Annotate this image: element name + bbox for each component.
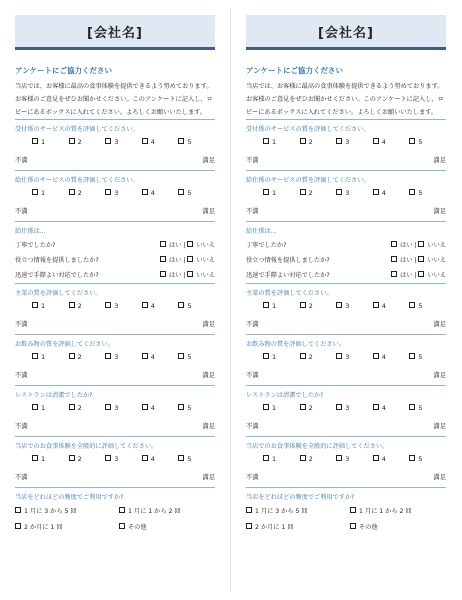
checkbox-icon[interactable] xyxy=(105,302,111,308)
checkbox-icon[interactable] xyxy=(178,189,184,195)
rating-option-4[interactable]: 4 xyxy=(142,453,179,466)
frequency-row xyxy=(15,504,215,520)
checkbox-icon[interactable] xyxy=(391,271,397,277)
checkbox-icon[interactable] xyxy=(336,302,342,308)
checkbox-icon[interactable] xyxy=(246,523,252,529)
question-main-dish xyxy=(246,283,446,334)
frequency-option[interactable]: 1 月に 1 から 2 回 xyxy=(350,504,412,520)
checkbox-icon[interactable] xyxy=(300,353,306,359)
rating-option-3[interactable]: 3 xyxy=(336,351,373,364)
checkbox-icon[interactable] xyxy=(300,302,306,308)
checkbox-icon[interactable] xyxy=(300,138,306,144)
checkbox-icon[interactable] xyxy=(373,353,379,359)
scale-high-label: 満足 xyxy=(202,372,215,379)
question-cleanliness xyxy=(15,385,215,436)
checkbox-icon[interactable] xyxy=(418,271,424,277)
rating-option-3[interactable]: 3 xyxy=(336,402,373,415)
question-frequency xyxy=(246,487,446,536)
rating-option-5[interactable]: 5 xyxy=(409,402,446,415)
rating-option-3[interactable]: 3 xyxy=(336,187,373,200)
scale-high-label: 満足 xyxy=(202,157,215,164)
yes-label: はい xyxy=(400,272,413,279)
checkbox-icon[interactable] xyxy=(105,404,111,410)
question-text: 当店でのお食事体験を全般的に評価してください。 xyxy=(246,443,389,450)
question-text: 給仕係のサービスの質を評価してください。 xyxy=(246,177,370,184)
rating-option-4[interactable]: 4 xyxy=(373,402,410,415)
frequency-option[interactable]: その他 xyxy=(119,520,147,536)
checkbox-icon[interactable] xyxy=(142,189,148,195)
checkbox-icon[interactable] xyxy=(263,302,269,308)
rating-option-2[interactable]: 2 xyxy=(69,136,106,149)
yes-label: はい xyxy=(169,272,182,279)
checkbox-icon[interactable] xyxy=(69,455,75,461)
scale-labels xyxy=(15,203,215,221)
scale-labels xyxy=(246,203,446,221)
frequency-row xyxy=(246,520,446,536)
checkbox-icon[interactable] xyxy=(142,455,148,461)
checkbox-icon[interactable] xyxy=(32,302,38,308)
checkbox-icon[interactable] xyxy=(409,302,415,308)
intro-title: アンケートにご協力ください xyxy=(15,66,113,75)
scale-high-label: 満足 xyxy=(433,372,446,379)
rating-option-2[interactable]: 2 xyxy=(69,402,106,415)
checkbox-icon[interactable] xyxy=(69,353,75,359)
scale-low-label: 不満 xyxy=(246,372,259,379)
intro-title: アンケートにご協力ください xyxy=(246,66,344,75)
question-waiter xyxy=(15,221,215,283)
checkbox-icon[interactable] xyxy=(105,353,111,359)
column-divider xyxy=(230,8,231,592)
frequency-option[interactable]: 1 月に 1 から 2 回 xyxy=(119,504,181,520)
rating-option-2[interactable]: 2 xyxy=(300,136,337,149)
checkbox-icon[interactable] xyxy=(263,404,269,410)
question-text: レストランは清潔でしたか? xyxy=(15,392,93,399)
question-text: 受付係のサービスの質を評価してください。 xyxy=(246,126,370,133)
rating-row xyxy=(15,136,215,149)
checkbox-icon[interactable] xyxy=(142,404,148,410)
scale-labels xyxy=(15,469,215,487)
waiter-item-label: 丁寧でしたか? xyxy=(246,242,287,249)
rating-option-2[interactable]: 2 xyxy=(300,402,337,415)
checkbox-icon[interactable] xyxy=(32,138,38,144)
rating-option-2[interactable]: 2 xyxy=(300,351,337,364)
checkbox-icon[interactable] xyxy=(105,455,111,461)
scale-low-label: 不満 xyxy=(15,423,28,430)
checkbox-icon[interactable] xyxy=(409,189,415,195)
scale-low-label: 不満 xyxy=(15,157,28,164)
survey-card-right xyxy=(246,15,446,536)
rating-option-3[interactable]: 3 xyxy=(336,136,373,149)
frequency-option[interactable]: その他 xyxy=(350,520,378,536)
checkbox-icon[interactable] xyxy=(178,138,184,144)
yes-label: はい xyxy=(169,257,182,264)
scale-labels xyxy=(246,367,446,385)
checkbox-icon[interactable] xyxy=(263,189,269,195)
rating-option-5[interactable]: 5 xyxy=(178,351,215,364)
checkbox-icon[interactable] xyxy=(373,455,379,461)
rating-option-5[interactable]: 5 xyxy=(409,351,446,364)
rating-option-1[interactable]: 1 xyxy=(263,453,300,466)
rating-row xyxy=(15,453,215,466)
yes-no-options: はい | いいえ xyxy=(160,238,215,253)
checkbox-icon[interactable] xyxy=(142,353,148,359)
frequency-option[interactable]: 1 月に 3 から 5 回 xyxy=(246,504,350,520)
checkbox-icon[interactable] xyxy=(119,523,125,529)
waiter-item-helpful xyxy=(15,253,215,268)
question-text: お飲み物の質を評価してください。 xyxy=(15,341,114,348)
rating-option-3[interactable]: 3 xyxy=(105,136,142,149)
checkbox-icon[interactable] xyxy=(263,138,269,144)
yes-no-options: はい | いいえ xyxy=(391,238,446,253)
rating-option-5[interactable]: 5 xyxy=(178,402,215,415)
checkbox-icon[interactable] xyxy=(418,256,424,262)
waiter-item-prompt xyxy=(246,268,446,283)
no-label: いいえ xyxy=(427,257,446,264)
checkbox-icon[interactable] xyxy=(69,302,75,308)
checkbox-icon[interactable] xyxy=(409,404,415,410)
question-text: お飲み物の質を評価してください。 xyxy=(246,341,345,348)
checkbox-icon[interactable] xyxy=(32,455,38,461)
rating-option-5[interactable]: 5 xyxy=(409,300,446,313)
rating-option-2[interactable]: 2 xyxy=(69,351,106,364)
checkbox-icon[interactable] xyxy=(187,271,193,277)
scale-high-label: 満足 xyxy=(202,474,215,481)
scale-labels xyxy=(15,316,215,334)
rating-option-5[interactable]: 5 xyxy=(178,300,215,313)
waiter-item-label: 迅速で手際よい対応でしたか? xyxy=(15,272,99,279)
scale-labels xyxy=(246,152,446,170)
rating-option-3[interactable]: 3 xyxy=(105,187,142,200)
scale-labels xyxy=(15,418,215,436)
rating-row xyxy=(246,453,446,466)
rating-option-1[interactable]: 1 xyxy=(32,300,69,313)
checkbox-icon[interactable] xyxy=(178,353,184,359)
rating-option-3[interactable]: 3 xyxy=(336,453,373,466)
scale-labels xyxy=(15,152,215,170)
no-label: いいえ xyxy=(196,257,215,264)
waiter-item-label: 役立つ情報を提供しましたか? xyxy=(15,257,99,264)
question-reception xyxy=(15,119,215,170)
scale-low-label: 不満 xyxy=(246,157,259,164)
rating-option-1[interactable]: 1 xyxy=(32,136,69,149)
checkbox-icon[interactable] xyxy=(69,189,75,195)
checkbox-icon[interactable] xyxy=(300,189,306,195)
rating-option-5[interactable]: 5 xyxy=(178,136,215,149)
checkbox-icon[interactable] xyxy=(178,302,184,308)
rating-row xyxy=(15,351,215,364)
waiter-item-polite xyxy=(246,238,446,253)
scale-low-label: 不満 xyxy=(246,474,259,481)
rating-option-5[interactable]: 5 xyxy=(178,187,215,200)
scale-high-label: 満足 xyxy=(202,321,215,328)
rating-option-4[interactable]: 4 xyxy=(142,300,179,313)
rating-option-1[interactable]: 1 xyxy=(263,351,300,364)
checkbox-icon[interactable] xyxy=(350,507,356,513)
rating-row xyxy=(246,187,446,200)
checkbox-icon[interactable] xyxy=(373,302,379,308)
question-drinks xyxy=(15,334,215,385)
checkbox-icon[interactable] xyxy=(391,241,397,247)
scale-labels xyxy=(15,367,215,385)
rating-option-5[interactable]: 5 xyxy=(409,136,446,149)
rating-row xyxy=(246,351,446,364)
checkbox-icon[interactable] xyxy=(32,189,38,195)
scale-labels xyxy=(246,316,446,334)
scale-low-label: 不満 xyxy=(246,208,259,215)
rating-option-1[interactable]: 1 xyxy=(263,136,300,149)
scale-labels xyxy=(246,418,446,436)
checkbox-icon[interactable] xyxy=(350,523,356,529)
checkbox-icon[interactable] xyxy=(373,138,379,144)
checkbox-icon[interactable] xyxy=(32,404,38,410)
waiter-item-label: 迅速で手際よい対応でしたか? xyxy=(246,272,330,279)
waiter-item-label: 役立つ情報を提供しましたか? xyxy=(246,257,330,264)
question-text: 当店をどれほどの頻度でご利用ですか? xyxy=(246,494,355,501)
rating-option-3[interactable]: 3 xyxy=(336,300,373,313)
question-text: 当店でのお食事体験を全般的に評価してください。 xyxy=(15,443,158,450)
rating-option-2[interactable]: 2 xyxy=(69,300,106,313)
checkbox-icon[interactable] xyxy=(69,404,75,410)
rating-option-5[interactable]: 5 xyxy=(178,453,215,466)
checkbox-icon[interactable] xyxy=(105,138,111,144)
checkbox-icon[interactable] xyxy=(32,353,38,359)
question-overall xyxy=(15,436,215,487)
question-waiter-service xyxy=(246,170,446,221)
rating-option-5[interactable]: 5 xyxy=(409,187,446,200)
rating-row xyxy=(246,136,446,149)
rating-option-4[interactable]: 4 xyxy=(373,136,410,149)
rating-option-1[interactable]: 1 xyxy=(32,453,69,466)
yes-no-options: はい | いいえ xyxy=(391,253,446,268)
waiter-item-helpful xyxy=(246,253,446,268)
checkbox-icon[interactable] xyxy=(160,271,166,277)
checkbox-icon[interactable] xyxy=(263,455,269,461)
question-frequency xyxy=(15,487,215,536)
no-label: いいえ xyxy=(427,272,446,279)
checkbox-icon[interactable] xyxy=(336,138,342,144)
rating-option-4[interactable]: 4 xyxy=(142,136,179,149)
survey-card-left xyxy=(15,15,215,536)
checkbox-icon[interactable] xyxy=(336,189,342,195)
checkbox-icon[interactable] xyxy=(105,189,111,195)
rating-option-1[interactable]: 1 xyxy=(32,402,69,415)
scale-high-label: 満足 xyxy=(202,208,215,215)
frequency-row xyxy=(246,504,446,520)
question-text: 主菜の質を評価してください。 xyxy=(246,290,333,297)
checkbox-icon[interactable] xyxy=(409,353,415,359)
question-text: 当店をどれほどの頻度でご利用ですか? xyxy=(15,494,124,501)
rating-option-3[interactable]: 3 xyxy=(105,300,142,313)
company-header xyxy=(15,15,215,50)
checkbox-icon[interactable] xyxy=(142,138,148,144)
checkbox-icon[interactable] xyxy=(160,256,166,262)
checkbox-icon[interactable] xyxy=(409,138,415,144)
rating-option-4[interactable]: 4 xyxy=(373,300,410,313)
frequency-option[interactable]: 2 か月に 1 回 xyxy=(246,520,350,536)
checkbox-icon[interactable] xyxy=(373,404,379,410)
company-name: [会社名] xyxy=(87,25,143,41)
frequency-row xyxy=(15,520,215,536)
checkbox-icon[interactable] xyxy=(336,353,342,359)
no-label: いいえ xyxy=(196,272,215,279)
frequency-option[interactable]: 2 か月に 1 回 xyxy=(15,520,119,536)
rating-option-2[interactable]: 2 xyxy=(300,300,337,313)
question-waiter xyxy=(246,221,446,283)
checkbox-icon[interactable] xyxy=(142,302,148,308)
rating-row xyxy=(246,402,446,415)
question-text: 受付係のサービスの質を評価してください。 xyxy=(15,126,139,133)
waiter-item-polite xyxy=(15,238,215,253)
checkbox-icon[interactable] xyxy=(119,507,125,513)
checkbox-icon[interactable] xyxy=(373,189,379,195)
yes-no-options: はい | いいえ xyxy=(160,268,215,283)
company-header xyxy=(246,15,446,50)
rating-option-1[interactable]: 1 xyxy=(263,187,300,200)
question-overall xyxy=(246,436,446,487)
frequency-option[interactable]: 1 月に 3 から 5 回 xyxy=(15,504,119,520)
scale-high-label: 満足 xyxy=(433,321,446,328)
checkbox-icon[interactable] xyxy=(409,455,415,461)
checkbox-icon[interactable] xyxy=(15,507,21,513)
rating-row xyxy=(15,187,215,200)
checkbox-icon[interactable] xyxy=(160,241,166,247)
rating-option-1[interactable]: 1 xyxy=(263,300,300,313)
scale-high-label: 満足 xyxy=(433,423,446,430)
checkbox-icon[interactable] xyxy=(263,353,269,359)
checkbox-icon[interactable] xyxy=(178,404,184,410)
rating-option-1[interactable]: 1 xyxy=(263,402,300,415)
checkbox-icon[interactable] xyxy=(336,404,342,410)
yes-label: はい xyxy=(400,242,413,249)
yes-label: はい xyxy=(169,242,182,249)
rating-option-4[interactable]: 4 xyxy=(373,351,410,364)
no-label: いいえ xyxy=(427,242,446,249)
rating-option-2[interactable]: 2 xyxy=(69,187,106,200)
scale-low-label: 不満 xyxy=(246,321,259,328)
checkbox-icon[interactable] xyxy=(300,455,306,461)
rating-option-4[interactable]: 4 xyxy=(373,187,410,200)
question-cleanliness xyxy=(246,385,446,436)
checkbox-icon[interactable] xyxy=(336,455,342,461)
question-reception xyxy=(246,119,446,170)
rating-option-2[interactable]: 2 xyxy=(300,187,337,200)
checkbox-icon[interactable] xyxy=(187,256,193,262)
scale-low-label: 不満 xyxy=(15,321,28,328)
rating-option-4[interactable]: 4 xyxy=(142,187,179,200)
checkbox-icon[interactable] xyxy=(187,241,193,247)
rating-option-2[interactable]: 2 xyxy=(300,453,337,466)
checkbox-icon[interactable] xyxy=(391,256,397,262)
checkbox-icon[interactable] xyxy=(15,523,21,529)
scale-low-label: 不満 xyxy=(15,474,28,481)
waiter-item-prompt xyxy=(15,268,215,283)
checkbox-icon[interactable] xyxy=(69,138,75,144)
rating-option-4[interactable]: 4 xyxy=(373,453,410,466)
yes-no-options: はい | いいえ xyxy=(160,253,215,268)
company-name: [会社名] xyxy=(318,25,374,41)
checkbox-icon[interactable] xyxy=(300,404,306,410)
yes-label: はい xyxy=(400,257,413,264)
question-drinks xyxy=(246,334,446,385)
rating-option-1[interactable]: 1 xyxy=(32,187,69,200)
checkbox-icon[interactable] xyxy=(178,455,184,461)
rating-option-2[interactable]: 2 xyxy=(69,453,106,466)
question-main-dish xyxy=(15,283,215,334)
scale-high-label: 満足 xyxy=(433,208,446,215)
yes-no-options: はい | いいえ xyxy=(391,268,446,283)
rating-option-5[interactable]: 5 xyxy=(409,453,446,466)
rating-option-1[interactable]: 1 xyxy=(32,351,69,364)
rating-option-4[interactable]: 4 xyxy=(142,351,179,364)
rating-option-3[interactable]: 3 xyxy=(105,351,142,364)
rating-row xyxy=(246,300,446,313)
scale-low-label: 不満 xyxy=(15,372,28,379)
waiter-item-label: 丁寧でしたか? xyxy=(15,242,56,249)
rating-option-3[interactable]: 3 xyxy=(105,453,142,466)
rating-row xyxy=(15,402,215,415)
scale-high-label: 満足 xyxy=(202,423,215,430)
no-label: いいえ xyxy=(196,242,215,249)
scale-low-label: 不満 xyxy=(246,423,259,430)
scale-low-label: 不満 xyxy=(15,208,28,215)
question-text: 給仕係は... xyxy=(246,228,277,235)
checkbox-icon[interactable] xyxy=(418,241,424,247)
rating-option-3[interactable]: 3 xyxy=(105,402,142,415)
scale-high-label: 満足 xyxy=(433,474,446,481)
rating-option-4[interactable]: 4 xyxy=(142,402,179,415)
intro-text: 当店では、お客様に最高の食事体験を提供できるよう努めております。お客様のご意見をぜひお聞かせください。このアンケートに記入し、ロビーにあるボックスに入れてください。よろしくお願いいたします。 xyxy=(246,83,444,116)
scale-labels xyxy=(246,469,446,487)
question-waiter-service xyxy=(15,170,215,221)
rating-row xyxy=(15,300,215,313)
intro-text: 当店では、お客様に最高の食事体験を提供できるよう努めております。お客様のご意見をぜひお聞かせください。このアンケートに記入し、ロビーにあるボックスに入れてください。よろしくお願いいたします。 xyxy=(15,83,213,116)
question-text: 主菜の質を評価してください。 xyxy=(15,290,102,297)
scale-high-label: 満足 xyxy=(433,157,446,164)
question-text: 給仕係のサービスの質を評価してください。 xyxy=(15,177,139,184)
question-text: レストランは清潔でしたか? xyxy=(246,392,324,399)
checkbox-icon[interactable] xyxy=(246,507,252,513)
question-text: 給仕係は... xyxy=(15,228,46,235)
